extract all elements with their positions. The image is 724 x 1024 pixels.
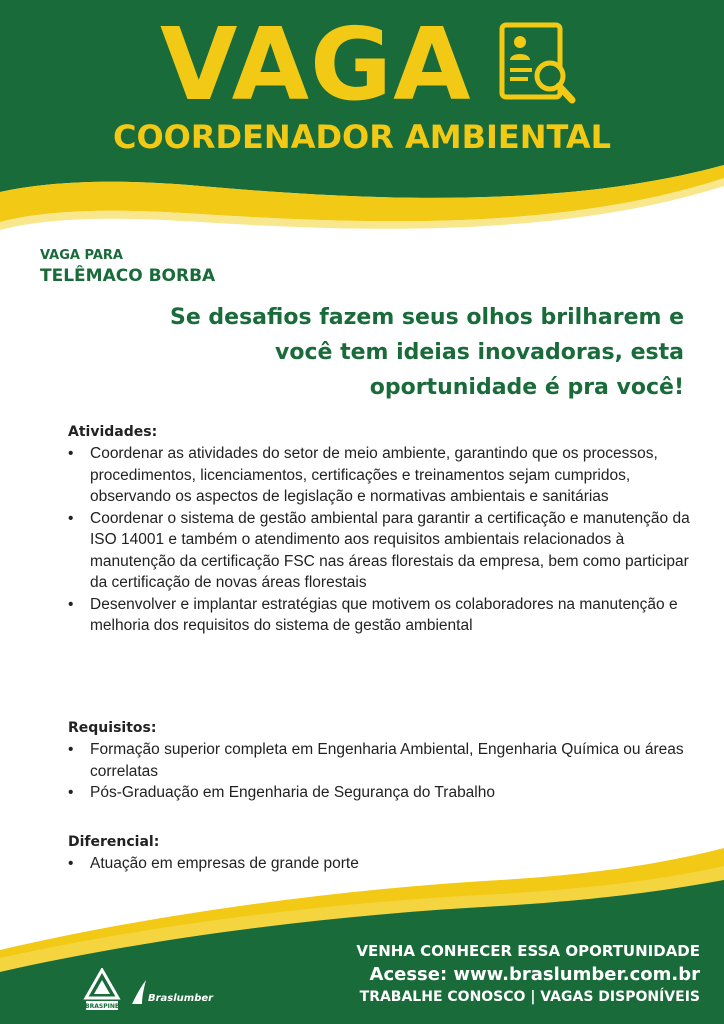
headline: Se desafios fazem seus olhos brilharem e você tem ideias inovadoras, esta oportunidade é pra você! <box>169 305 684 400</box>
footer-links: TRABALHE CONOSCO | VAGAS DISPONÍVEIS <box>359 989 700 1005</box>
list-item: • Coordenar as atividades do setor de meio ambiente, garantindo que os processos, procedimentos, licenciamentos, certificações e treinamentos sejam cumpridos, observando os aspectos de legislação e normativas ambientais e sanitárias <box>90 443 698 508</box>
list-item: • Desenvolver e implantar estratégias que motivem os colaboradores na manutenção e melhoria dos requisitos do sistema de gestão ambiental <box>90 594 698 637</box>
page-subtitle: COORDENADOR AMBIENTAL <box>112 118 612 156</box>
job-document-search-icon <box>498 22 580 106</box>
location-label: VAGA PARA <box>40 248 123 263</box>
section-diferencial <box>68 834 698 875</box>
braspine-logo <box>82 968 122 1012</box>
list-item: • Formação superior completa em Engenharia Ambiental, Engenharia Química ou áreas correlatas <box>90 739 698 782</box>
page-title: VAGA <box>160 6 472 123</box>
footer-cta: VENHA CONHECER ESSA OPORTUNIDADE <box>356 942 700 960</box>
location-city: TELÊMACO BORBA <box>40 266 216 286</box>
section-requisitos <box>68 720 698 804</box>
braslumber-logo-text: Braslumber <box>148 993 214 1004</box>
list-item: • Coordenar o sistema de gestão ambiental para garantir a certificação e manutenção da ISO 14001 e também o atendimento aos requisitos ambientais relacionados à manutenção da certificação FSC nas áreas florestais da empresa, bem como participar da certificação de novas áreas florestais <box>90 508 698 594</box>
section-title: Requisitos: <box>68 720 157 736</box>
footer-website[interactable]: Acesse: www.braslumber.com.br <box>369 964 700 985</box>
section-title: Diferencial: <box>68 834 160 850</box>
list-item: • Atuação em empresas de grande porte <box>90 853 698 875</box>
list <box>68 443 698 637</box>
section-atividades <box>68 424 698 637</box>
list <box>68 739 698 804</box>
section-title: Atividades: <box>68 424 158 440</box>
list-item: • Pós-Graduação em Engenharia de Segurança do Trabalho <box>90 782 698 804</box>
list <box>68 853 698 875</box>
braspine-logo-text: BRASPINE <box>85 1003 119 1010</box>
